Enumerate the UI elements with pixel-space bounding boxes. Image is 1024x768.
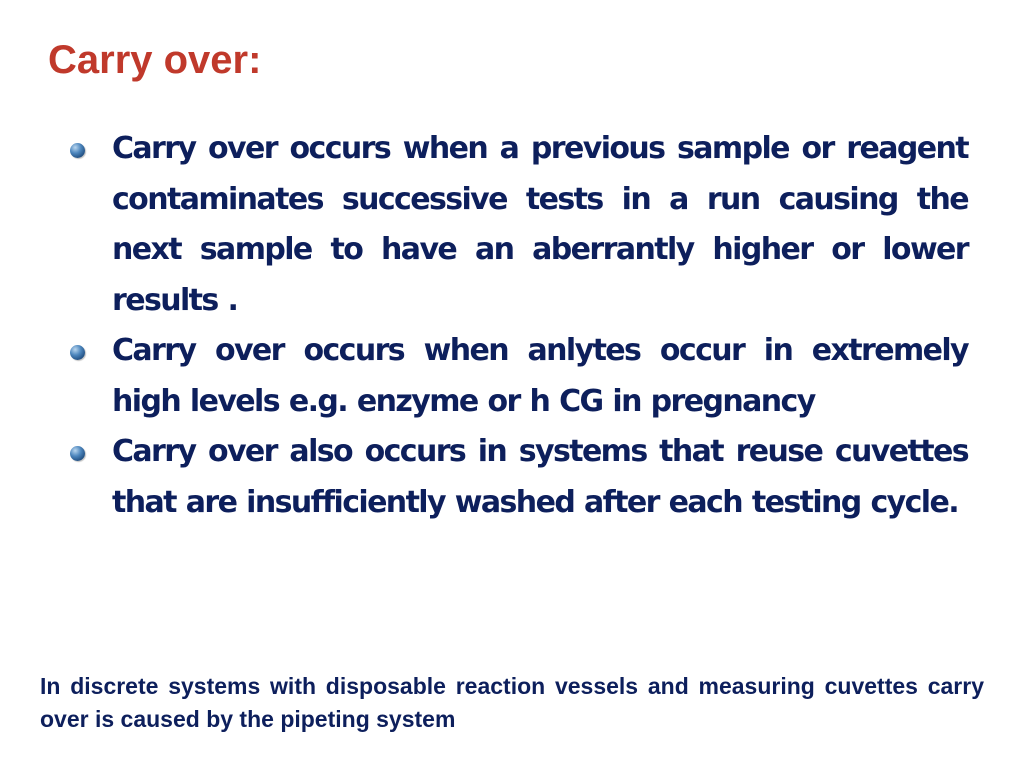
bullet-item (68, 326, 968, 427)
bullet-item (68, 427, 968, 528)
bullet-text: Carry over occurs when anlytes occur in extremely high levels e.g. enzyme or h CG in pregnancy (112, 333, 968, 419)
slide-title: Carry over: (48, 38, 262, 82)
footnote: In discrete systems with disposable reaction vessels and measuring cuvettes carry over is caused by the pipeting system (40, 673, 984, 732)
bullet-text: Carry over also occurs in systems that reuse cuvettes that are insufficiently washed after each testing cycle. (112, 434, 968, 520)
sphere-bullet-icon (70, 143, 85, 158)
sphere-bullet-icon (70, 446, 85, 461)
sphere-bullet-icon (70, 345, 85, 360)
bullet-text: Carry over occurs when a previous sample or reagent contaminates successive tests in a run causing the next sample to have an aberrantly higher or lower results . (112, 131, 968, 318)
bullet-item (68, 124, 968, 326)
bullet-list (68, 124, 968, 528)
